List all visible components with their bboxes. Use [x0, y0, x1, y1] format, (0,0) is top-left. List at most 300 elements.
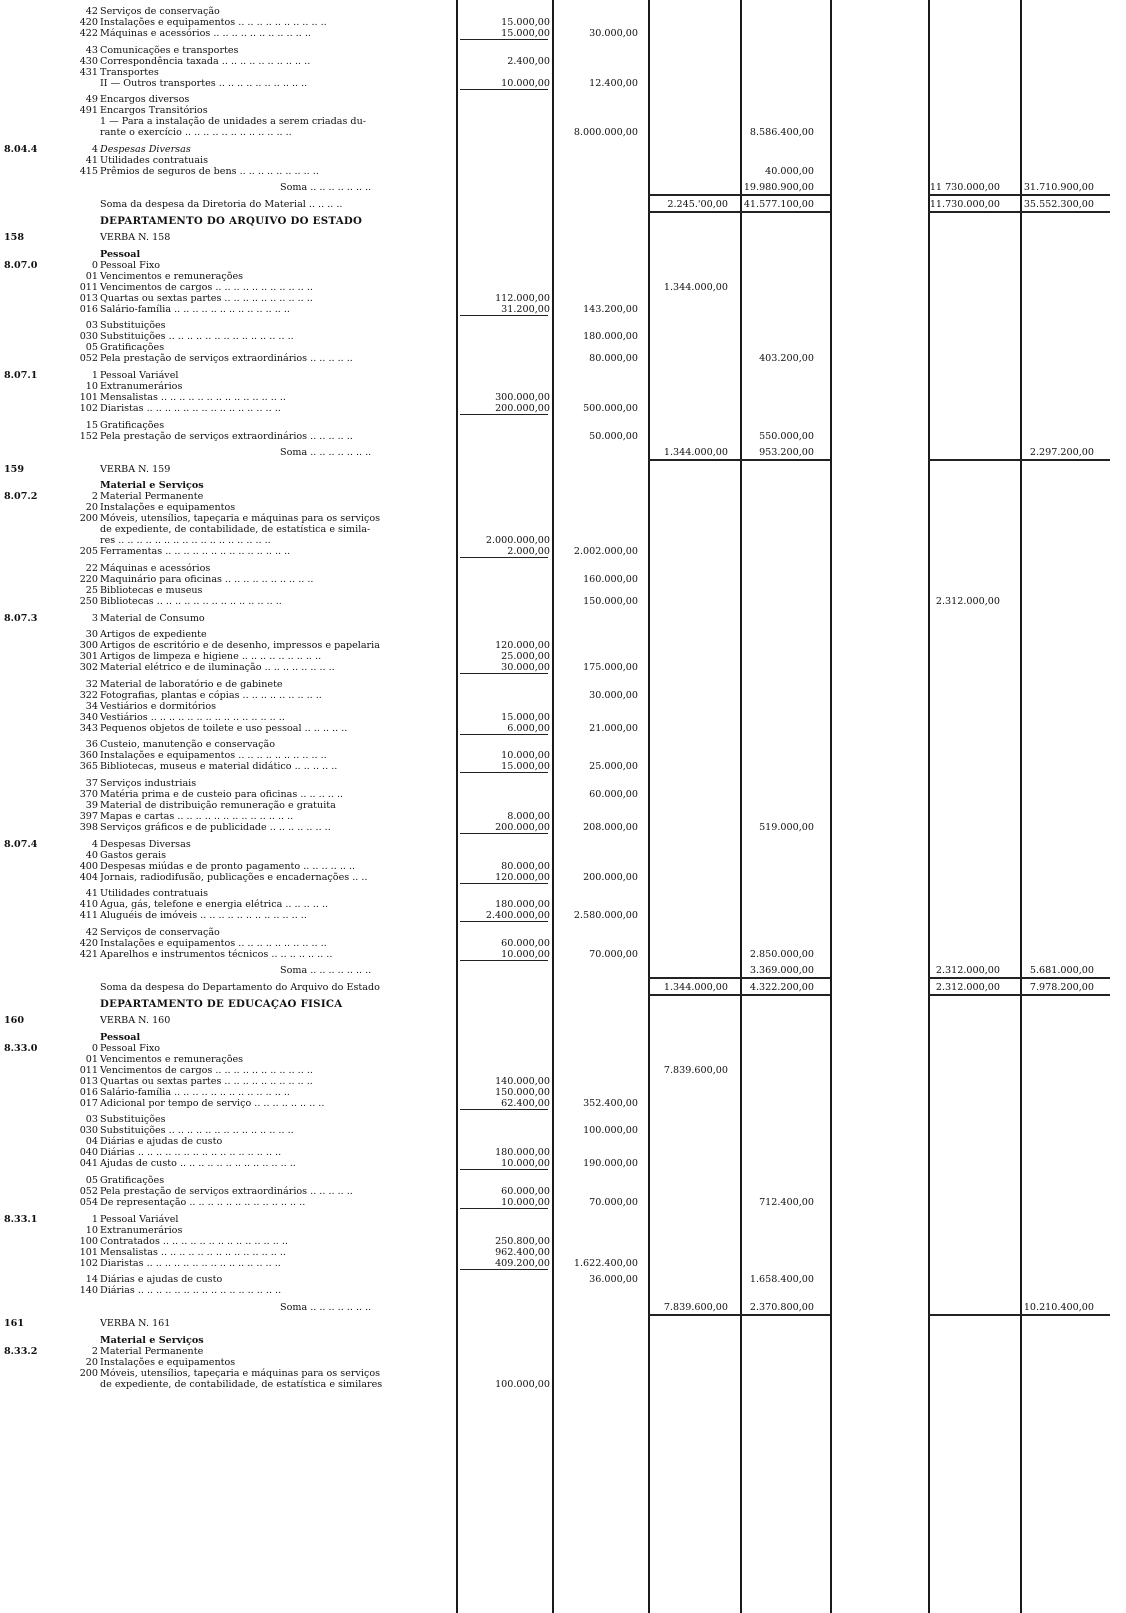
value-col-1: 120.000,00 [495, 640, 550, 652]
item-description: Vencimentos de cargos .. .. .. .. .. .. .. .. .. .. .. [100, 1064, 313, 1076]
value-col-1: 8.000,00 [507, 811, 550, 822]
value-col-1: 6.000,00 [507, 722, 550, 734]
item-description: Instalações e equipamentos .. .. .. .. .. .. .. .. .. .. [100, 750, 327, 762]
section-heading: DEPARTAMENTO DO ARQUIVO DO ESTADO [100, 215, 363, 227]
value-col-1: 15.000,00 [501, 17, 550, 28]
item-description: Despesas Diversas [100, 838, 191, 850]
table-row [0, 1368, 1126, 1379]
item-code: 415 [79, 165, 98, 177]
item-code: 400 [79, 860, 98, 872]
item-description: Diárias e ajudas de custo [100, 1274, 223, 1286]
table-row [0, 1186, 1126, 1197]
value-col-7: 7.978.200,00 [1029, 982, 1094, 993]
table-row [0, 712, 1126, 723]
item-code: 41 [85, 888, 98, 900]
item-description: Mensalistas .. .. .. .. .. .. .. .. .. .. .. .. .. .. [100, 1246, 286, 1258]
verba-code: 160 [4, 1015, 25, 1027]
subtotal-rule [460, 921, 548, 922]
table-row [0, 1054, 1126, 1065]
table-row [0, 155, 1126, 166]
sum-rule [740, 977, 830, 979]
value-col-2: 2.002.000,00 [573, 546, 638, 558]
sum-rule [740, 194, 830, 196]
table-row [0, 822, 1126, 833]
item-description: Quartas ou sextas partes .. .. .. .. .. .. .. .. .. .. [100, 292, 313, 304]
sum-label: Soma .. .. .. .. .. .. .. [280, 965, 372, 977]
table-row [0, 249, 1126, 260]
value-col-2: 160.000,00 [583, 574, 638, 585]
value-col-4: 40.000,00 [765, 165, 814, 177]
item-code: 040 [79, 1147, 98, 1159]
section-heading: DEPARTAMENTO DE EDUCAÇÃO FÍSICA [100, 998, 343, 1010]
item-code: 101 [79, 1246, 98, 1258]
table-row [0, 282, 1126, 293]
subtotal-rule [460, 673, 548, 674]
item-description: Água, gás, telefone e energia elétrica .. .. .. .. .. [100, 899, 329, 911]
value-col-1: 200.000,00 [495, 403, 550, 414]
value-col-1: 10.000,00 [501, 77, 550, 89]
table-row [0, 662, 1126, 673]
table-row [0, 1065, 1126, 1076]
item-description: de expediente, de contabilidade, de estatística e similares [100, 1379, 383, 1390]
item-description: Móveis, utensílios, tapeçaria e máquinas para os serviços [100, 513, 381, 525]
table-row [0, 182, 1126, 193]
sum-rule [648, 1314, 740, 1316]
item-description: Contratados .. .. .. .. .. .. .. .. .. .. .. .. .. .. [100, 1235, 288, 1247]
table-row [0, 739, 1126, 750]
value-col-6: 11 730.000,00 [929, 182, 1000, 194]
value-col-1: 2.400,00 [507, 55, 550, 67]
value-col-1: 300.000,00 [495, 392, 550, 403]
sum-rule [1020, 459, 1110, 461]
table-row [0, 144, 1126, 155]
value-col-7: 31.710.900,00 [1023, 182, 1094, 194]
table-row [0, 67, 1126, 78]
item-description: Artigos de escritório e de desenho, impressos e papelaria [100, 640, 380, 652]
item-description: Material elétrico e de iluminação .. .. .. .. .. .. .. .. [100, 662, 335, 674]
verba-code: 8.33.2 [4, 1346, 38, 1357]
table-row [0, 353, 1126, 364]
table-row [0, 381, 1126, 392]
item-code: 30 [85, 629, 98, 641]
verba-code: 8.07.2 [4, 491, 38, 503]
value-col-1: 10.000,00 [501, 1158, 550, 1170]
table-row [0, 464, 1126, 475]
value-col-4: 953.200,00 [759, 447, 814, 459]
item-description: VERBA N. 160 [100, 1015, 171, 1027]
verba-code: 8.07.1 [4, 370, 38, 381]
table-row [0, 199, 1126, 210]
item-code: 011 [79, 281, 98, 293]
item-code: 322 [79, 689, 98, 701]
value-col-2: 208.000,00 [583, 822, 638, 833]
value-col-2: 2.580.000,00 [573, 910, 638, 922]
table-row [0, 679, 1126, 690]
item-code: 10 [85, 1224, 98, 1236]
sum-rule [928, 194, 1020, 196]
value-col-2: 150.000,00 [583, 596, 638, 607]
item-description: Vencimentos e remunerações [100, 1053, 244, 1065]
value-col-6: 11.730.000,00 [929, 199, 1000, 210]
sum-rule [1020, 211, 1110, 213]
item-description: Mensalistas .. .. .. .. .. .. .. .. .. .. .. .. .. .. [100, 392, 286, 403]
item-code: 102 [79, 403, 98, 414]
table-row [0, 524, 1126, 535]
item-description: Artigos de limpeza e higiene .. .. .. .. .. .. .. .. .. [100, 651, 322, 663]
value-col-1: 409.200,00 [495, 1257, 550, 1269]
value-col-1: 112.000,00 [495, 292, 550, 304]
item-description: Pela prestação de serviços extraordinários .. .. .. .. .. [100, 353, 353, 365]
item-code: 397 [79, 811, 98, 822]
value-col-4: 712.400,00 [759, 1197, 814, 1208]
item-code: 030 [79, 331, 98, 343]
table-row [0, 45, 1126, 56]
item-code: 05 [85, 342, 98, 354]
table-row [0, 861, 1126, 872]
item-description: Máquinas e acessórios .. .. .. .. .. .. .. .. .. .. .. [100, 28, 311, 39]
item-code: 101 [79, 392, 98, 403]
value-col-2: 60.000,00 [589, 789, 638, 800]
sum-rule [928, 459, 1020, 461]
item-code: 32 [85, 678, 98, 690]
verba-code: 8.33.0 [4, 1042, 38, 1054]
table-row [0, 982, 1126, 993]
item-code: 1 [91, 370, 98, 381]
item-code: 205 [79, 546, 98, 558]
item-description: Ajudas de custo .. .. .. .. .. .. .. .. .. .. .. .. .. [100, 1158, 296, 1170]
value-col-1: 62.400,00 [501, 1097, 550, 1109]
value-col-3: 7.839.600,00 [663, 1064, 728, 1076]
table-row [0, 585, 1126, 596]
value-col-1: 30.000,00 [501, 662, 550, 674]
sum-rule [648, 211, 740, 213]
subtotal-rule [460, 833, 548, 834]
table-row [0, 1285, 1126, 1296]
item-code: 100 [79, 1235, 98, 1247]
value-col-2: 70.000,00 [589, 948, 638, 960]
value-col-2: 352.400,00 [583, 1097, 638, 1109]
item-description: Gratificações [100, 342, 165, 354]
sum-rule [928, 994, 1020, 996]
item-description: Móveis, utensílios, tapeçaria e máquinas para os serviços [100, 1368, 381, 1379]
value-col-2: 70.000,00 [589, 1197, 638, 1208]
item-description: Despesas miúdas e de pronto pagamento .. .. .. .. .. .. [100, 860, 356, 872]
table-row [0, 293, 1126, 304]
item-description: 1 — Para a instalação de unidades a serem criadas du- [100, 116, 366, 128]
item-description: Aluguéis de imóveis .. .. .. .. .. .. .. .. .. .. .. .. [100, 910, 307, 922]
table-row [0, 690, 1126, 701]
item-code: 301 [79, 651, 98, 663]
item-code: 016 [79, 303, 98, 315]
value-col-4: 8.586.400,00 [749, 127, 814, 139]
item-code: 011 [79, 1064, 98, 1076]
table-row [0, 1197, 1126, 1208]
item-code: 4 [91, 143, 98, 155]
value-col-2: 175.000,00 [583, 662, 638, 674]
table-row [0, 1175, 1126, 1186]
item-code: 054 [79, 1197, 98, 1208]
subtotal-rule [460, 734, 548, 735]
table-row [0, 1346, 1126, 1357]
item-description: Material de Consumo [100, 612, 205, 624]
item-code: 34 [85, 700, 98, 712]
table-row [0, 1098, 1126, 1109]
item-description: Pessoal [100, 248, 141, 260]
table-row [0, 613, 1126, 624]
item-code: 013 [79, 292, 98, 304]
table-row [0, 1158, 1126, 1169]
table-row [0, 513, 1126, 524]
table-row [0, 701, 1126, 712]
item-description: Pessoal Fixo [100, 1042, 161, 1054]
item-description: Utilidades contratuais [100, 888, 209, 900]
item-description: Vestiários e dormitórios [100, 700, 217, 712]
item-code: 016 [79, 1086, 98, 1098]
value-col-2: 100.000,00 [583, 1125, 638, 1137]
item-code: 200 [79, 513, 98, 525]
table-row [0, 535, 1126, 546]
value-col-2: 12.400,00 [589, 77, 638, 89]
table-row [0, 1247, 1126, 1258]
item-description: Substituições .. .. .. .. .. .. .. .. .. .. .. .. .. .. [100, 1125, 294, 1137]
table-row [0, 1258, 1126, 1269]
item-code: 430 [79, 55, 98, 67]
sum-label: Soma .. .. .. .. .. .. .. [280, 1301, 372, 1313]
value-col-3: 2.245.'00,00 [667, 199, 728, 210]
item-description: Diárias .. .. .. .. .. .. .. .. .. .. .. .. .. .. .. .. [100, 1147, 282, 1159]
item-code: 4 [91, 838, 98, 850]
item-code: 0 [91, 259, 98, 271]
value-col-4: 41.577.100,00 [743, 199, 814, 210]
value-col-2: 25.000,00 [589, 761, 638, 773]
item-description: Instalações e equipamentos .. .. .. .. .. .. .. .. .. .. [100, 17, 327, 28]
item-code: 20 [85, 502, 98, 514]
item-description: Prêmios de seguros de bens .. .. .. .. .. .. .. .. .. [100, 165, 319, 177]
item-code: 25 [85, 585, 98, 596]
value-col-2: 143.200,00 [583, 303, 638, 315]
value-col-1: 10.000,00 [501, 1197, 550, 1208]
item-description: Despesas Diversas [100, 143, 191, 155]
item-code: 302 [79, 662, 98, 674]
value-col-2: 190.000,00 [583, 1158, 638, 1170]
value-col-3: 1.344.000,00 [663, 281, 728, 293]
item-code: 01 [85, 1053, 98, 1065]
sum-rule [1020, 194, 1110, 196]
table-row [0, 872, 1126, 883]
table-row [0, 1043, 1126, 1054]
item-description: de expediente, de contabilidade, de estatística e simila- [100, 524, 371, 536]
item-description: Pessoal Fixo [100, 259, 161, 271]
subtotal-rule [460, 89, 548, 90]
item-code: 20 [85, 1357, 98, 1368]
item-description: Artigos de expediente [100, 629, 207, 641]
item-code: 220 [79, 574, 98, 585]
item-description: Serviços de conservação [100, 6, 220, 17]
item-description: Ferramentas .. .. .. .. .. .. .. .. .. .. .. .. .. .. [100, 546, 291, 558]
item-description: Utilidades contratuais [100, 154, 209, 166]
item-description: Pessoal Variável [100, 370, 179, 381]
item-description: Extranumerários [100, 381, 183, 392]
item-code: 42 [85, 6, 98, 17]
subtotal-rule [460, 414, 548, 415]
value-col-1: 15.000,00 [501, 28, 550, 39]
value-col-3: 1.344.000,00 [663, 982, 728, 993]
value-col-1: 180.000,00 [495, 899, 550, 911]
value-col-1: 2.400.000,00 [485, 910, 550, 922]
value-col-1: 60.000,00 [501, 1186, 550, 1197]
item-code: 422 [79, 28, 98, 39]
table-row [0, 28, 1126, 39]
item-code: 36 [85, 739, 98, 751]
value-col-6: 2.312.000,00 [935, 965, 1000, 977]
item-description: Bibliotecas .. .. .. .. .. .. .. .. .. .. .. .. .. .. [100, 596, 282, 607]
item-code: 152 [79, 430, 98, 442]
item-code: 140 [79, 1285, 98, 1297]
value-col-2: 80.000,00 [589, 353, 638, 365]
verba-code: 8.33.1 [4, 1213, 38, 1225]
table-row [0, 1379, 1126, 1390]
item-code: 491 [79, 105, 98, 117]
item-code: 43 [85, 44, 98, 56]
table-row [0, 491, 1126, 502]
sum-rule [740, 994, 830, 996]
table-row [0, 999, 1126, 1010]
verba-code: 8.07.4 [4, 838, 38, 850]
table-row [0, 1015, 1126, 1026]
value-col-7: 5.681.000,00 [1029, 965, 1094, 977]
item-description: Pela prestação de serviços extraordinários .. .. .. .. .. [100, 430, 353, 442]
item-description: Material de laboratório e de gabinete [100, 678, 283, 690]
item-description: Mapas e cartas .. .. .. .. .. .. .. .. .. .. .. .. .. [100, 811, 294, 822]
item-description: Gratificações [100, 419, 165, 431]
table-row [0, 127, 1126, 138]
item-description: Maquinário para oficinas .. .. .. .. .. .. .. .. .. .. [100, 574, 314, 585]
table-row [0, 850, 1126, 861]
item-code: 030 [79, 1125, 98, 1137]
value-col-4: 4.322.200,00 [749, 982, 814, 993]
table-row [0, 1147, 1126, 1158]
value-col-1: 15.000,00 [501, 711, 550, 723]
value-col-4: 403.200,00 [759, 353, 814, 365]
sum-label: Soma .. .. .. .. .. .. .. [280, 447, 372, 459]
item-code: 398 [79, 822, 98, 833]
item-code: 017 [79, 1097, 98, 1109]
subtotal-rule [460, 960, 548, 961]
sum-label: Soma .. .. .. .. .. .. .. [280, 182, 372, 194]
item-code: 365 [79, 761, 98, 773]
item-code: 15 [85, 419, 98, 431]
item-description: Encargos Transitórios [100, 105, 208, 117]
value-col-2: 36.000,00 [589, 1274, 638, 1286]
table-row [0, 94, 1126, 105]
item-description: Transportes [100, 66, 159, 78]
verba-code: 161 [4, 1318, 25, 1330]
item-description: Diaristas .. .. .. .. .. .. .. .. .. .. .. .. .. .. .. [100, 403, 281, 414]
item-description: Salário-família .. .. .. .. .. .. .. .. .. .. .. .. .. [100, 1086, 290, 1098]
item-code: 03 [85, 320, 98, 332]
value-col-6: 2.312.000,00 [935, 596, 1000, 607]
table-row [0, 640, 1126, 651]
item-code: 340 [79, 711, 98, 723]
item-description: Soma da despesa da Diretoria do Material .. .. .. .. [100, 199, 343, 210]
item-description: Diárias e ajudas de custo [100, 1136, 223, 1148]
item-description: Bibliotecas e museus [100, 585, 203, 596]
table-row [0, 1335, 1126, 1346]
value-col-1: 140.000,00 [495, 1075, 550, 1087]
table-row [0, 949, 1126, 960]
value-col-7: 35.552.300,00 [1023, 199, 1094, 210]
table-row [0, 216, 1126, 227]
table-row [0, 1214, 1126, 1225]
value-col-1: 180.000,00 [495, 1147, 550, 1159]
value-col-7: 10.210.400,00 [1023, 1301, 1094, 1313]
item-description: rante o exercício .. .. .. .. .. .. .. .. .. .. .. .. [100, 127, 292, 139]
item-description: Gastos gerais [100, 849, 167, 861]
item-description: Material e Serviços [100, 480, 204, 492]
item-code: 102 [79, 1257, 98, 1269]
sum-rule [1020, 994, 1110, 996]
value-col-7: 2.297.200,00 [1029, 447, 1094, 459]
item-code: 200 [79, 1368, 98, 1379]
item-code: 03 [85, 1114, 98, 1126]
sum-rule [648, 459, 740, 461]
value-col-2: 1.622.400,00 [573, 1257, 638, 1269]
verba-code: 8.07.0 [4, 259, 38, 271]
table-row [0, 596, 1126, 607]
item-description: Adicional por tempo de serviço .. .. .. .. .. .. .. .. [100, 1097, 325, 1109]
sum-rule [928, 977, 1020, 979]
table-row [0, 260, 1126, 271]
item-description: Instalações e equipamentos [100, 502, 236, 514]
item-description: Substituições [100, 320, 166, 332]
value-col-6: 2.312.000,00 [935, 982, 1000, 993]
table-row [0, 1302, 1126, 1313]
value-col-1: 2.000,00 [507, 546, 550, 558]
value-col-1: 10.000,00 [501, 948, 550, 960]
table-row [0, 938, 1126, 949]
item-description: Correspondência taxada .. .. .. .. .. .. .. .. .. .. [100, 55, 311, 67]
table-row [0, 1136, 1126, 1147]
value-col-2: 500.000,00 [583, 403, 638, 414]
table-row [0, 651, 1126, 662]
sum-rule [648, 994, 740, 996]
item-description: Máquinas e acessórios [100, 563, 211, 574]
verba-code: 159 [4, 463, 25, 475]
item-description: Quartas ou sextas partes .. .. .. .. .. .. .. .. .. .. [100, 1075, 313, 1087]
table-row [0, 1318, 1126, 1329]
value-col-2: 30.000,00 [589, 28, 638, 39]
table-row [0, 78, 1126, 89]
table-row [0, 750, 1126, 761]
sum-rule [648, 194, 740, 196]
value-col-1: 250.800,00 [495, 1235, 550, 1247]
table-row [0, 778, 1126, 789]
item-description: Extranumerários [100, 1224, 183, 1236]
item-description: Matéria prima e de custeio para oficinas .. .. .. .. .. [100, 789, 344, 800]
table-row [0, 1274, 1126, 1285]
table-row [0, 370, 1126, 381]
value-col-3: 7.839.600,00 [663, 1301, 728, 1313]
table-row [0, 629, 1126, 640]
item-code: 01 [85, 270, 98, 282]
item-description: Vencimentos e remunerações [100, 270, 244, 282]
item-code: 420 [79, 17, 98, 28]
item-code: 10 [85, 381, 98, 392]
value-col-4: 2.850.000,00 [749, 948, 814, 960]
value-col-4: 3.369.000,00 [749, 965, 814, 977]
item-description: Diaristas .. .. .. .. .. .. .. .. .. .. .. .. .. .. .. [100, 1257, 281, 1269]
item-description: Serviços de conservação [100, 926, 220, 938]
